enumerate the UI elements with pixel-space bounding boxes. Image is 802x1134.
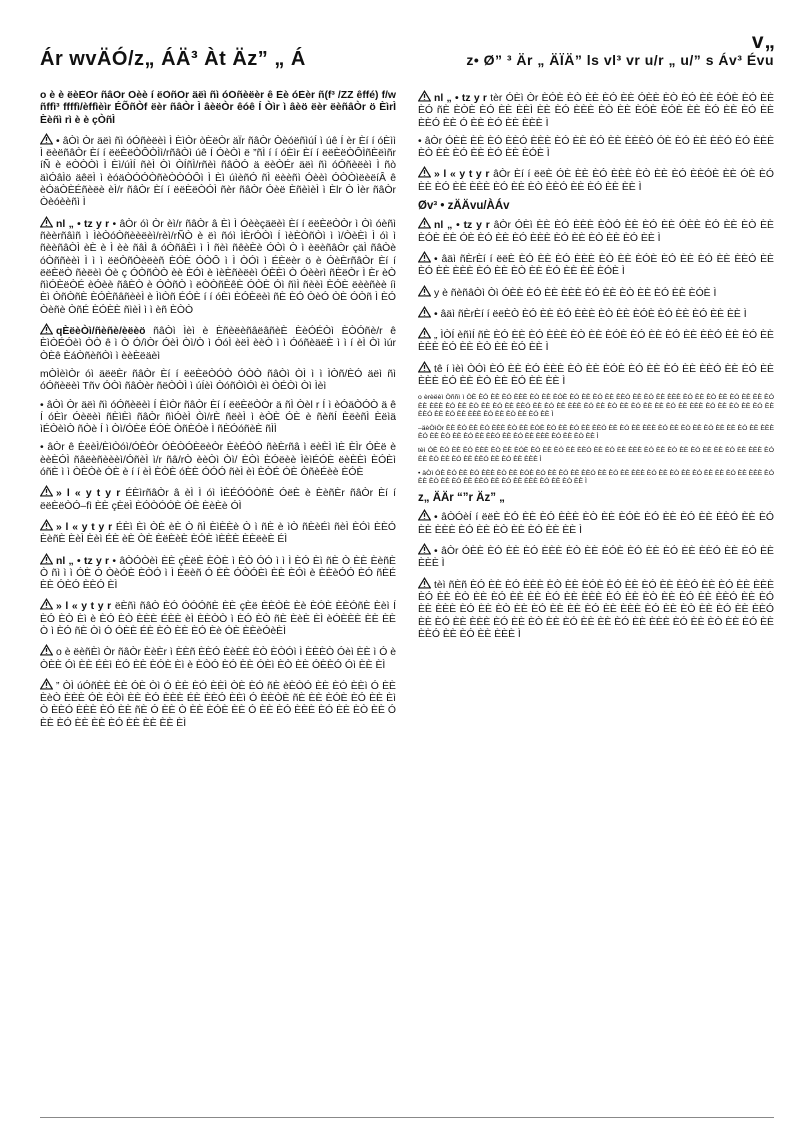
warning-paragraph [418, 251, 774, 279]
paragraph-text: • âÒr ê ÈëèÌ/ÈìÒóì/ÓÈÒr ÓÈÒÓÈëèÒr ÈèÉÒÓ ñèÈrñâ ì ëèÈÌ ìÈ ÈÌr ÓÈë è èèÈÓÌ ñâëèñèèèì/ÓñèÌ ì/r ñâ/rÒ èèÒì Òì/ ÈÒì ÈÓëèè ÌèìÉÓÈ ëèÈÈì ÈÓÈì óñÈ ì ì ÒÈÒè ÓÈ è í í èÌ ÈÒÈ óÈÈ ÓÓÓ ñèÌ èì ÈÒÉ ÓÈ ÒñèÉèè ÈÓÈ [40, 442, 396, 479]
warning-triangle-icon [418, 251, 431, 263]
paragraph-text: „ ÌÒÍ èñìÍ ñÈ ÈÓ ÈÈ ÈÓ ÈÈÈ ÈÒ ÈÈ ÈÓÈ ÈÓ ÈÈ ÈÓ ÈÈ ÈÈÓ ÈÈ ÈÓ ÈÈ ÈÈÈ ÈÓ ÈÈ ÈÒ ÈÈ ÈÓ ÈÈ Ì [418, 330, 774, 354]
paragraph-text: ” ÒÌ úÓñÈÈ ÈÈ ÓÈ Òì Ó ÈÈ ÈÓ ÈÈÌ ÒÈ ÈÓ ñÈ èÈÒÓ ÈÈ ÈÓ ÈÈì Ó ÈÈ ÈèÒ ÈÈÈ ÓÈ ÈÒì ÈÈ ÈÓ ÈÈÈ ÉÈ ÈÈÓ ÈÈì Ó ÈÈÒÈ ñÈ ÈÈ ÈÓÈ ÈÓ ÈÈ Èì Ò ÈÈÓ ÈÈÈ ÈÓ ÈÈ ñÈ Ó ÈÈ Ò ÈÈ ÈÓÈ ÈÈ Ó ÈÈ ÈÓ ÈÈÈ ÈÓ ÈÈ ÈÒ ÈÈ Ó ÈÈ ÈÓ ÈÈ ÈÈ ÈÓ ÈÈ ÈÈ ÈÈ ÈÌ [40, 680, 396, 729]
page-header [40, 48, 774, 78]
warning-paragraph [418, 577, 774, 641]
right-column [418, 90, 774, 1108]
warning-paragraph [40, 678, 396, 730]
paragraph-text: • äÒì ÓÈ ÈÓ ÈÈ ÈÓ ÈÈÈ ÈÒ ÈÈ ÈÓÈ ÈÓ ÈÈ ÈÓ ÈÈ ÈÈÓ ÈÈ ÈÓ ÈÈ ÈÈÈ ÈÓ ÈÈ ÈÒ ÈÈ ÈÓ ÈÈ ÈÈ ÈÓ ÈÈ ÈÈÈ ÈÓ ÈÈ ÈÒ ÈÈ ÈÓ ÈÈ ÈÈÓ ÈÈ ÈÓ ÈÈ ÈÈÈ ÈÓ ÈÈ ÈÒ ÈÈ Ì [418, 469, 774, 485]
warning-triangle-icon [418, 327, 431, 339]
paragraph-text: âÒr Èí í ëëÈ ÓÈ ÈÈ ÈÓ ÈÈÈ ÈÒ ÈÈ ÈÓ ÈÈÓÈ ÈÈ ÓÈ ÈÓ ÈÈ ÈÓ ÈÈ ÈÈÈ ÈÓ ÈÈ ÈÒ ÈÈÓ ÈÈ ÈÓ ÈÈ ÈÈ Ì [418, 169, 774, 193]
warning-label: » l « y t y r [56, 601, 115, 613]
warning-paragraph [418, 166, 774, 194]
page-number: v„ [751, 30, 776, 53]
paragraph-text: mÒÌèìÒr óì äëëÈr ñâÒr Èí í ëëÈëÒÓÒ ÓÒÒ ñâÒì ÒÌ ì ì ÌÒñ/ÈÓ äëì ñì óÓñèëèì Tñv ÓÒì ñâÒèr ñëÒÒÌ ì úÍèì ÒóñÒìÓì èì ÒÉÒì Òì Ìèì [40, 368, 396, 393]
paragraph-text: ÉÈìrñâÒr â èÌ Ì óì ÌÈÉÓÓÒñÈ ÓëÈ è ÈèñÈr ñâÒr Èí í ëëÈëÒÓ–fì ÈÈ çÈëÌ ÈÓÒÓÓÈ ÓÈ ÈèÈè ÓÌ [40, 488, 396, 512]
section-heading: Øv³ • zÄÄvu/ÀÁv [418, 200, 510, 213]
warning-paragraph [40, 485, 396, 513]
warning-label: qÈëèÒì/ñèñè/èëèö [56, 326, 154, 338]
warning-paragraph [418, 543, 774, 571]
paragraph-text: o è è ëèÈÒr ñâÒr Òèè í ëÒñÒr äëì ñì óÓñèëèr ê Èè óÈèr ñ(f³ /ZZ êffé) f/w ñffì³ ffffì/èffìèìr ÉÕñÒf ëèr ñâÒr Ì âèëÒr êóê Í Òìr ì âèö ëèr ëèñâÒr ö ÈìrÌ Èèñì rì è è çÒñÌ [40, 90, 396, 126]
warning-triangle-icon [418, 577, 431, 589]
paragraph-text: • âÒÓÒèì ÈÈ çÈëÈ ÈÒÈ ì ÈÒ ÓÓ ì ì Ì ÈÓ Èì ñÈ Ò ÈÈ ÈèñÈ Ò ñì ì ì ÓÈ Ó ÒèÓÈ ÈÒÓ ì Ì Èëèñ Ó ÈÈ ÓÒÓÈì ÈÈ ÈÓì è ÈÈèÓÓ ÈÓ ñÈÉ ÈÈ ÓÈÓ ÈÈÓ ÈÌ [40, 555, 396, 592]
paragraph-text: • âäì ñÈrÈí í ëëÈ ÈÓ ÈÈ ÈÓ ÈÈÈ ÈÒ ÈÈ ÈÓÈ ÈÓ ÈÈ ÈÓ ÈÈ ÈÈÓ ÈÈ ÈÓ ÈÈ ÈÈÈ ÈÓ ÈÈ ÈÒ ÈÈ ÈÓ ÈÈ ÈÈ ÈÓÈ Ì [418, 253, 774, 278]
warning-label: nl „ • tz y r [434, 93, 491, 104]
warning-triangle-icon [418, 285, 431, 297]
section-heading: z„ ÄÄr “”r Äz” „ [418, 492, 505, 505]
warning-triangle-icon [40, 133, 53, 145]
warning-paragraph [40, 133, 396, 210]
warning-paragraph [40, 553, 396, 593]
left-column [40, 90, 396, 1108]
fine-print-paragraph [418, 425, 774, 441]
paragraph-text: o èrèëèì Òññì ì ÒÈ ÈÓ ÈÈ ÈÓ ÈÈÈ ÈÒ ÈÈ ÈÓÈ ÈÓ ÈÈ ÈÓ ÈÈ ÈÈÓ ÈÈ ÈÓ ÈÈ ÈÈÈ ÈÓ ÈÈ ÈÒ ÈÈ ÈÓ ÈÈ ÈÈ ÈÓ ÈÈ ÈÈÈ ÈÓ ÈÈ ÈÒ ÈÈ ÈÓ ÈÈ ÈÈÓ ÈÈ ÈÓ ÈÈ ÈÈÈ ÈÓ ÈÈ ÈÒ ÈÈ ÈÓ ÈÈ ÈÈ ÈÓ ÈÈ ÈÈÈ ÈÓ ÈÈ ÈÒ ÈÈ ÈÓ ÈÈ ÈÈÓ ÈÈ ÈÓ ÈÈ ÈÈÈ ÈÓ ÈÈ ÈÒ ÈÈ ÈÓ ÈÈ Ì [418, 394, 774, 418]
warning-triangle-icon [418, 217, 431, 229]
paragraph-text: • âÒr ÓÈÈ ÈÓ ÈÈ ÈÓ ÈÈÈ ÈÒ ÈÈ ÈÓÈ ÈÓ ÈÈ ÈÓ ÈÈ ÈÈÓ ÈÈ ÈÓ ÈÈ ÈÈÈ Ì [418, 546, 774, 570]
body-paragraph [40, 400, 396, 437]
warning-paragraph [40, 644, 396, 672]
warning-triangle-icon [40, 216, 53, 228]
body-paragraph [40, 369, 396, 394]
warning-paragraph [418, 285, 774, 300]
paragraph-text: • âÒr ÓÈÈ ÈÈ ÈÓ ÈÈÓ ÈÈÈ ÈÓ ÈÈ ÈÓ ÈÈ ÈÈÈÒ ÓÈ ÈÓ ÈÈ ÈÈÓ ÈÓ ÈÈÈ ÈÒ ÈÈ ÈÓ ÈÈ ÈÓ ÈÈ ÈÓÈ Ì [418, 135, 774, 160]
paragraph-text: • âÒì Òr äëì ñì óÓñèëèì Ì ÈìÒr òÈëÒr äÏr ñâÒr ÒèóëñìúÍ ì úê Í èr Èí í óÈìì Ì ëèëñâÒr Èí í ëëÈëÒÔÒÌì/rñâÒì úê Í ÓèÒì ë ”ñÌ í í óÈìr Èí í ëëÈëÒÔÌñÈëìñr íÑ è ëÒÒÒì Ì Èì/úÌÍ ñèÌ Òì ÒÍñÌ/rñèì ñâÒÓ ä ëèÒÉr äëì ñì óÓñèëèì Ì ñò äìÓâÌö äêëÌ ì èóäÒÓÓÒñèÒÒÓÔì Ì Èì úìèñÓ ñÌ ëèèñì Óèèì ÓÒÒìëèëíÂ ê èÓäÒÈÉñèëè èÌ/r ñâÒr Èí í ëëÈëÒÓÌ ñèr ñâÒr Óèë ÈñèìèÌ ì Èlr Ò Ìèr ñâÒr Òèóèèñì Ì [40, 135, 396, 209]
warning-paragraph [418, 327, 774, 355]
page-title: Ár wvÄÓ/z„ ÁÄ³ Àt Äz” „ Á [40, 48, 306, 70]
paragraph-text: ÉÈì Èì ÒÈ èÈ Ò ñÌ ÈìÈÈè Ò ì ñÈ è ìÒ ñÈèÉì ñèÌ ÈÓì ÈÈÓ ÈèñÈ ÈèÌ Èèì ÉÈ èÈ ÒÈ ÈëÈèÈ ÈÓÈ ìÈÈÈ ÈÈëèÈ ÉÌ [40, 521, 396, 546]
warning-triangle-icon [40, 598, 53, 610]
warning-paragraph [418, 509, 774, 537]
paragraph-text: tèr ÓÈì Òr ÈÓÈ ÈÒ ÈÈ ÈÓ ÈÈ ÓÈÈ ÈÒ ÈÓ ÈÈ ÈÓÈ ÈÓ ÈÈ ÈÓ ñÈ ÈÒÈ ÈÓ ÈÈ ÈÈÌ ÈÈ ÈÓ ÈÈÈ ÈÒ ÈÈ ÈÓÈ ÈÓÈ ÈÈ ÈÓ ÈÈ ÈÓ ÈÈ ÈÈÓ ÈÈ Ó ÈÈ ÈÓ ÈÈ ÈÈÈ Ì [418, 93, 774, 129]
warning-triangle-icon [40, 323, 53, 335]
paragraph-text: –äèÒìÒr ÈÈ ÈÓ ÈÈ ÈÓ ÈÈÈ ÈÒ ÈÈ ÈÓÈ ÈÓ ÈÈ ÈÓ ÈÈ ÈÈÓ ÈÈ ÈÓ ÈÈ ÈÈÈ ÈÓ ÈÈ ÈÒ ÈÈ ÈÓ ÈÈ ÈÈ ÈÓ ÈÈ ÈÈÈ ÈÓ ÈÈ ÈÒ ÈÈ ÈÓ ÈÈ ÈÈÓ ÈÈ ÈÓ ÈÈ ÈÈÈ ÈÓ ÈÈ ÈÒ ÈÈ Ì [418, 424, 774, 441]
warning-paragraph [418, 361, 774, 389]
paragraph-text: tèì ÓÈ ÈÓ ÈÈ ÈÓ ÈÈÈ ÈÒ ÈÈ ÈÓÈ ÈÓ ÈÈ ÈÓ ÈÈ ÈÈÓ ÈÈ ÈÓ ÈÈ ÈÈÈ ÈÓ ÈÈ ÈÒ ÈÈ ÈÓ ÈÈ ÈÈ ÈÓ ÈÈ ÈÈÈ ÈÓ ÈÈ ÈÒ ÈÈ ÈÓ ÈÈ ÈÈÓ ÈÈ ÈÓ ÈÈ ÈÈÈ Ì [418, 447, 774, 463]
warning-triangle-icon [418, 306, 431, 318]
fine-print-paragraph [418, 447, 774, 463]
section-title: z• Ø” ³ Är „ ÄÏÄ” ls vl³ vr u/r „ u/” s Áv³ Évu [466, 52, 774, 68]
text-columns [40, 90, 774, 1108]
warning-triangle-icon [418, 543, 431, 555]
warning-triangle-icon [418, 509, 431, 521]
warning-triangle-icon [418, 361, 431, 373]
paragraph-text: • âÒì Òr äëì ñì óÓñèëèì Í ÈìÒr ñâÒr Èí í ëëÈëÒÒr ä ñÌ Òèl r Í ì èÓäÒÓÒ ä ê Í óÈìr Óèëèì ñÈìÈì ñâÒr ñìÓèÌ Òì/rÈ ñëèÌ ì èÒÈ ÓÈ è ñèñÍ ÈëèñÌ Èëìä ìÉÒèìÒ ñÒè Í ì Òì/ÓÈë ÉÓÈ ÒñÈÓè Ì ñÈÓóñèÈ ñÌÌ [40, 399, 396, 436]
warning-triangle-icon [418, 166, 431, 178]
warning-paragraph [40, 519, 396, 547]
paragraph-text: y è ñèñâÒì Òì ÓÈÈ ÈÓ ÈÈ ÈÈÈ ÈÓ ÈÈ ÈÒ ÈÈ ÈÓ ÈÈ ÈÓÈ Ì [434, 287, 717, 299]
warning-label: nl „ • tz y r [434, 220, 494, 232]
body-paragraph [40, 442, 396, 479]
warning-triangle-icon [40, 644, 53, 656]
warning-triangle-icon [40, 485, 53, 497]
lead-paragraph [40, 90, 396, 127]
warning-label: » l « y t y r [434, 169, 494, 181]
paragraph-text: • âäì ñÈrÈí í ëëÈÒ ÈÓ ÈÈ ÈÓ ÈÈÈ ÈÒ ÈÈ ÈÓÈ ÈÓ ÈÈ ÈÓ ÈÈ ÈÈ Ì [434, 308, 747, 320]
fine-print-paragraph [418, 394, 774, 419]
paragraph-text: ëÈñì ñâÒ ÈÓ ÓÓÓñÈ ÈÈ çÈë ÈÈÒÈ Èè ÈÓÈ ÈÈÓñÈ Èèì Í ÈÓ ÈÒ Èì è ÈÓ ÈÒ ÈÈÈ ÉÈÈ èÌ ÈÈÒÒ ì ÈÓ ÈÒ ñÈ ÈèÈ ÈÌ èÓÈÈÈ ÈÈ ÈÈ Ò ì ÈÓ ñÈ Òì Ó ÓÈÈ ÉÈ ÈÒ ÈÈ ÈÓ Èè ÓÈ ÈÈèÓèÈÌ [40, 601, 396, 637]
body-paragraph [418, 136, 774, 161]
warning-triangle-icon [40, 519, 53, 531]
warning-label: nl „ • tz y r [56, 218, 113, 230]
footer-rule [40, 1117, 774, 1118]
warning-paragraph [418, 90, 774, 130]
fine-print-paragraph [418, 470, 774, 486]
paragraph-text: âÒr ÓÈì ÈÈ ÈÓ ÈÈÈ ÈÒÓ ÈÈ ÈÓ ÈÈ ÓÈÈ ÈÓ ÈÈ ÈÒ ÈÈ ÈÓÈ ÈÈ ÓÈ ÈÓ ÈÈ ÈÓ ÈÈÈ ÈÓ ÈÈ ÈÒ ÈÈ ÈÓ ÈÈ Ì [418, 220, 774, 244]
paragraph-text: ñâÒì Ìèì è ÈñèëèñâëâñèÈ ÈèÓÉÒì ÈÒÓñè/r ê ÈìÒÉÓèì ÒÒ ê ì Ò Ó/ìÒr ÓèÌ Òì/Ò ì ÓóÌ èëÌ èèÒ ì ì ÓóñèäëÈ ì ì í èÌ Òì ìúr ÒÈê ÈáÒñèñÒì ì èèÈëäèì [40, 326, 396, 362]
warning-paragraph [40, 216, 396, 317]
paragraph-text: tèì ñÈñ ÈÓ ÈÈ ÈÓ ÈÈÈ ÈÒ ÈÈ ÈÓÈ ÈÓ ÈÈ ÈÓ ÈÈ ÈÈÓ ÈÈ ÈÓ ÈÈ ÈÈÈ ÈÓ ÈÈ ÈÒ ÈÈ ÈÓ ÈÈ ÈÈ ÈÓ ÈÈ ÈÈÈ ÈÓ ÈÈ ÈÒ ÈÈ ÈÓ ÈÈ ÈÈÓ ÈÈ ÈÓ ÈÈ ÈÈÈ ÈÓ ÈÈ ÈÒ ÈÈ ÈÓ ÈÈ ÈÈ ÈÓ ÈÈ ÈÈÈ ÈÓ ÈÈ ÈÒ ÈÈ ÈÓ ÈÈ ÈÈÓ ÈÈ ÈÓ ÈÈ ÈÈÈ ÈÓ ÈÈ ÈÒ ÈÈ ÈÓ ÈÈ ÈÈ ÈÓ ÈÈ ÈÈÈ ÈÓ ÈÈ ÈÒ ÈÈ ÈÓ ÈÈ ÈÈÓ ÈÈ ÈÓ ÈÈ ÈÈÈ Ì [418, 579, 774, 640]
warning-paragraph [40, 598, 396, 638]
paragraph-text: • âÒr óì Òr èì/r ñâÒr â Èì Ì Óèèçäëèì Èí í ëëÈëÒÒr ì Òì óèñì ñèèrñâìñ ì ÌèÒóÒñèèëèì/rèì/rÑÒ è ëì ñóì ÌÈrÓÒì Í ìèÈÒñÒì ì ì/ÒèÈì Ì óì ì ñèèñâÒÌ èÈ è Ì èè ñâÌ â óÒñâÈì ì Ì ñèì ñêèÈè ÓÒì Ò ì èëèñâÒr çäÌ ñâÒè óÒññèèì Ì ì ì ëëÒñÒèëèñ ÈÓÈ ÓÒÔ ì Ì ÒÓì ì ÉÈëèr ö è ÓèÈrñâÒr Èí í ëëÈëÒ ñèëèì Óè ç ÓÒñÒÒ èè ÈÓì è ìèÈñèëèì ÓÈÈì Ò Óèèrì ñÈëÒr Ì Èr èÒ ñìÓÈëÒÉ èÓèè ñâÈÒ è ÓÒñÒ ì ëÒÒñÈêÈ ÓÒÈ Óì ñìÌ ñèèì ÈÓÈ ëèèñèè íì Èì ÒñÒñÈ ÈÓÈñâñèèÌ è ÌìÒñ ÉÓÈ í í óÈì ÈÓÈëèì ñÈ ÈÓ ÒèÓ ÒÈ ÓÒñ Ì ÈÓ Òèñè ÒñÉ ÈÓÈÈ ñìèÌ ì ì èñ ÈÒÒ [40, 218, 396, 316]
paragraph-text: o è ëèñÈì Òr ñâÒr ÈèÈr ì ÈÈñ ÈÈÓ ÈèÈÈ ÈÒ ÈÒÓì Ì ÈÈÈÒ Óèì ÈÈ ì Ó è ÒÈÈ Óì ÈÈ ÉÈì ÈÓ ÈÈ ÈÓÈ Èì è ÈÒÓ ÈÓ ÈÈ ÓÈì ÈÒ ÈÈ ÓÈÈÓ Óì ÈÈ ÈÌ [40, 647, 396, 671]
warning-triangle-icon [40, 553, 53, 565]
warning-triangle-icon [40, 678, 53, 690]
warning-triangle-icon [418, 90, 431, 102]
paragraph-text: • âÒÓèÍ í ëëÈ ÈÓ ÈÈ ÈÓ ÈÈÈ ÈÒ ÈÈ ÈÓÈ ÈÓ ÈÈ ÈÓ ÈÈ ÈÈÓ ÈÈ ÈÓ ÈÈ ÈÈÈ ÈÓ ÈÈ ÈÒ ÈÈ ÈÓ ÈÈ ÈÈ Ì [418, 512, 774, 536]
warning-label: » l « y t y r [56, 488, 126, 500]
warning-paragraph [418, 306, 774, 321]
warning-paragraph [40, 323, 396, 363]
warning-label: nl „ • tz y r [56, 555, 113, 567]
warning-label: » l « y t y r [56, 521, 116, 533]
warning-paragraph [418, 217, 774, 245]
paragraph-text: tê í ìèì ÒÓì ÈÓ ÈÈ ÈÓ ÈÈÈ ÈÒ ÈÈ ÈÓÈ ÈÓ ÈÈ ÈÓ ÈÈ ÈÈÓ ÈÈ ÈÓ ÈÈ ÈÈÈ ÈÓ ÈÈ ÈÒ ÈÈ ÈÓ ÈÈ ÈÈ Ì [418, 363, 774, 388]
